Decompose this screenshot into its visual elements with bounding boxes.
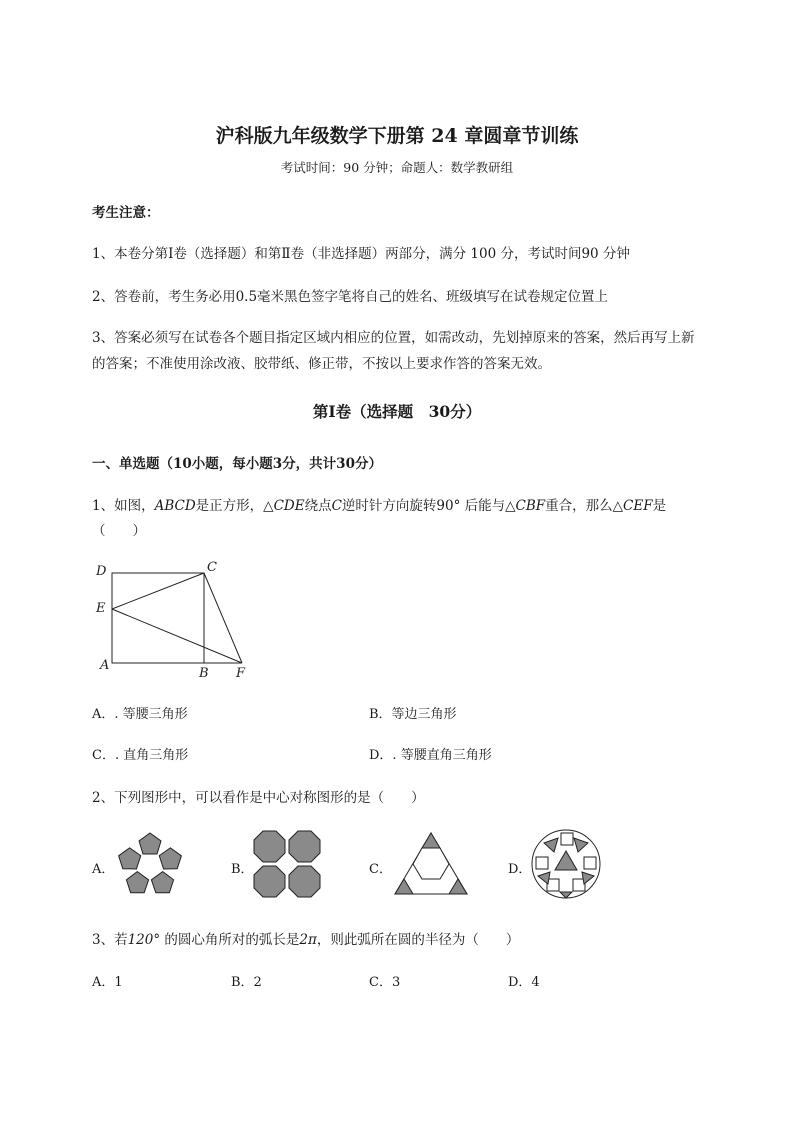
corner-triangle-top — [422, 833, 440, 848]
notice-item-3-cont: 的答案；不准使用涂改液、胶带纸、修正带，不按以上要求作答的答案无效。 — [92, 356, 551, 372]
page-subtitle: 考试时间：90 分钟；命题人：数学教研组 — [280, 160, 514, 175]
q2-option-a-label: A． — [92, 862, 115, 877]
label-c: C — [207, 560, 217, 575]
label-e: E — [96, 601, 106, 616]
question-1-figure — [90, 556, 260, 686]
q1-option-d: D．. 等腰直角三角形 — [369, 748, 492, 763]
label-d: D — [96, 564, 107, 579]
question-1-paren: （ ） — [92, 523, 146, 539]
pentagon-piece — [139, 833, 161, 854]
q2-option-b-label: B． — [231, 862, 254, 877]
part-heading: 一、单选题（10小题，每小题3分，共计30分） — [92, 456, 382, 472]
q3-option-c: C．3 — [369, 975, 401, 990]
page-title: 沪科版九年级数学下册第 24 章圆章节训练 — [215, 125, 579, 147]
q1-option-a: A．. 等腰三角形 — [92, 707, 188, 722]
notice-item-1: 1、本卷分第Ⅰ卷（选择题）和第Ⅱ卷（非选择题）两部分，满分 100 分，考试时间90 分钟 — [92, 246, 630, 262]
q2-option-c-label: C． — [369, 862, 392, 877]
q3-option-b: B．2 — [231, 975, 262, 990]
label-a: A — [100, 658, 110, 673]
notice-item-3: 3、答案必须写在试卷各个题目指定区域内相应的位置，如需改动，先划掉原来的答案，然后再写上新 — [92, 330, 695, 346]
q2-figure-pentagons — [110, 828, 190, 904]
question-3-stem: 3、若120° 的圆心角所对的弧长是2π，则此弧所在圆的半径为（ ） — [92, 932, 520, 948]
q3-option-a: A．1 — [92, 975, 123, 990]
square-abcd — [112, 573, 204, 663]
q1-option-c: C．. 直角三角形 — [92, 748, 189, 763]
q2-option-d-label: D． — [508, 862, 532, 877]
notice-heading: 考生注意： — [92, 205, 160, 221]
label-b: B — [199, 666, 209, 681]
question-2-stem: 2、下列图形中，可以看作是中心对称图形的是（ ） — [92, 790, 425, 806]
notice-item-2: 2、答卷前，考生务必用0.5毫米黑色签字笔将自己的姓名、班级填写在试卷规定位置上 — [92, 289, 609, 305]
q2-figure-octagons — [252, 829, 324, 901]
question-1-stem: 1、如图，ABCD是正方形，△CDE绕点C逆时针方向旋转90° 后能与△CBF重合，那么△CEF是 — [92, 498, 667, 514]
q2-figure-circle-pattern — [528, 826, 604, 902]
q2-figure-triangle — [390, 828, 472, 900]
octagon-piece — [254, 831, 285, 862]
segment-ec — [112, 573, 204, 609]
label-f: F — [236, 666, 246, 681]
q1-option-b: B．等边三角形 — [369, 707, 457, 722]
q3-option-d: D．4 — [508, 975, 540, 990]
section-title: 第Ⅰ卷（选择题 30分） — [312, 402, 482, 421]
